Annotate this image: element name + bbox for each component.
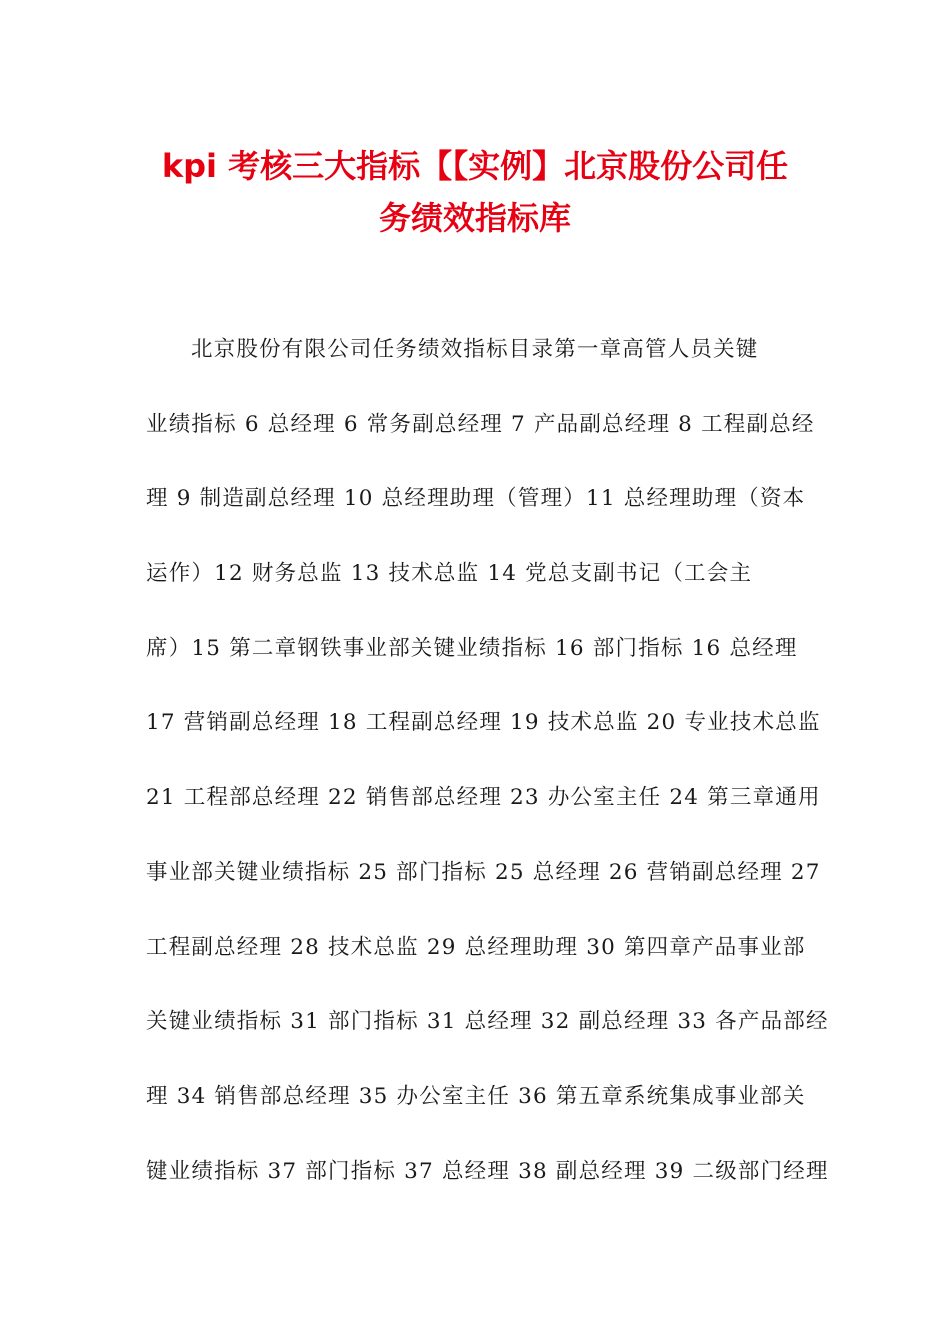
document-title [100, 140, 850, 244]
body-line: 键业绩指标 37 部门指标 37 总经理 38 副总经理 39 二级部门经理 [146, 1158, 829, 1184]
document-body [146, 330, 829, 1226]
document-title-line: 务绩效指标库 [378, 199, 571, 237]
document-title-line: kpi 考核三大指标【【实例】北京股份公司任 [161, 147, 789, 185]
body-line: 事业部关键业绩指标 25 部门指标 25 总经理 26 营销副总经理 27 [146, 859, 821, 885]
body-line: 北京股份有限公司任务绩效指标目录第一章高管人员关键 [191, 337, 759, 362]
body-line: 运作）12 财务总监 13 技术总监 14 党总支副书记（工会主 [146, 561, 753, 587]
body-line: 理 34 销售部总经理 35 办公室主任 36 第五章系统集成事业部关 [146, 1083, 806, 1109]
body-line: 17 营销副总经理 18 工程副总经理 19 技术总监 20 专业技术总监 [146, 710, 821, 736]
body-line: 关键业绩指标 31 部门指标 31 总经理 32 副总经理 33 各产品部经 [146, 1009, 829, 1035]
body-line: 理 9 制造副总经理 10 总经理助理（管理）11 总经理助理（资本 [146, 486, 806, 512]
body-line: 工程副总经理 28 技术总监 29 总经理助理 30 第四章产品事业部 [146, 934, 806, 960]
body-line: 业绩指标 6 总经理 6 常务副总经理 7 产品副总经理 8 工程副总经 [146, 411, 815, 437]
body-line: 席）15 第二章钢铁事业部关键业绩指标 16 部门指标 16 总经理 [146, 635, 798, 661]
body-line: 21 工程部总经理 22 销售部总经理 23 办公室主任 24 第三章通用 [146, 785, 821, 811]
